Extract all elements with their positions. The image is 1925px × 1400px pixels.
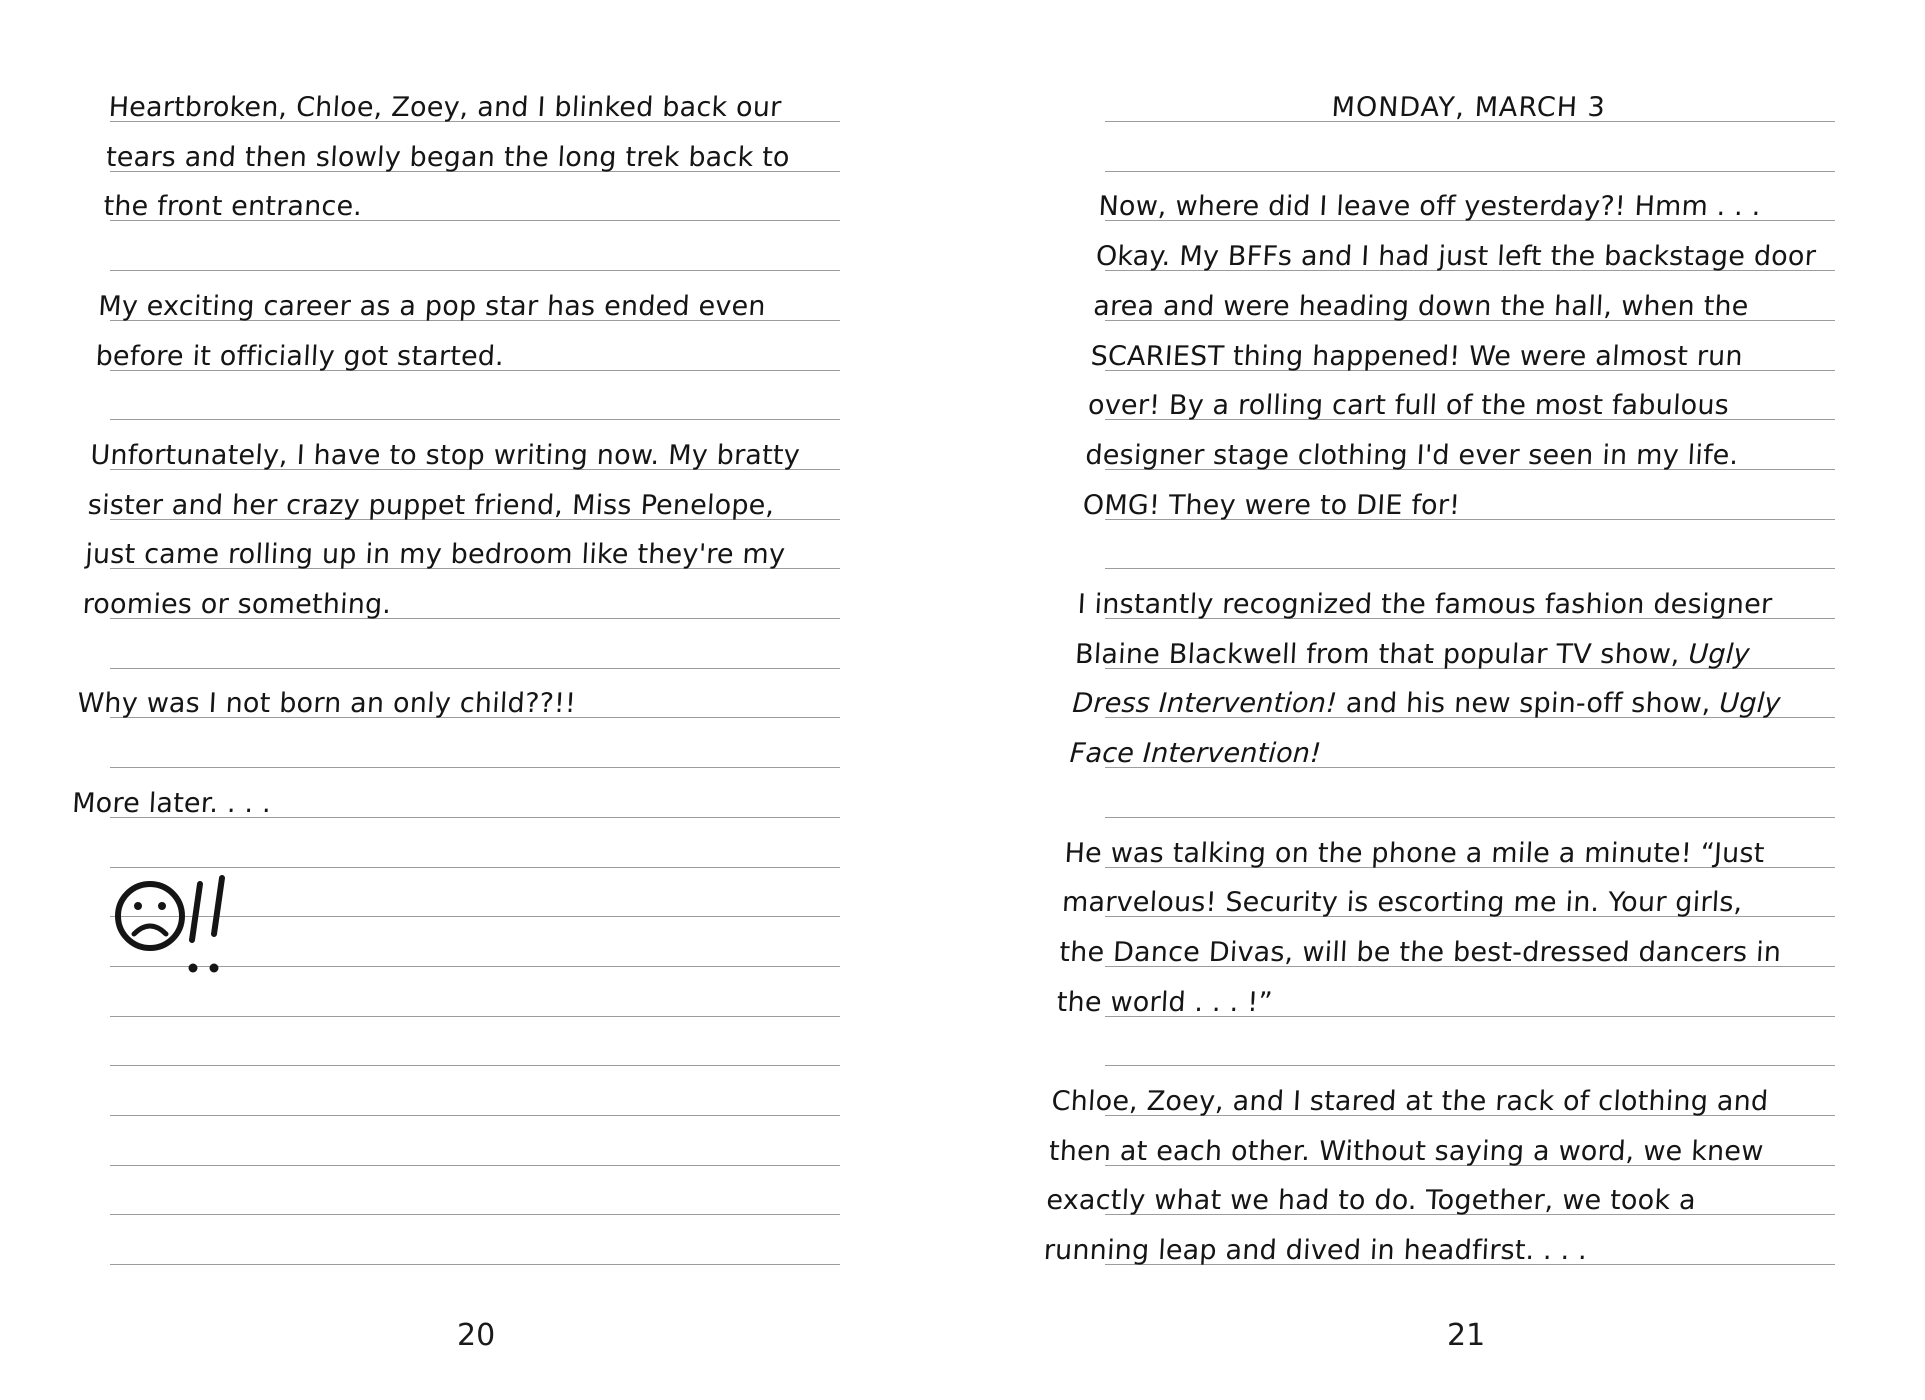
ruled-line [110,1165,840,1166]
right-page [1042,0,1835,1400]
paragraph: More later. . . . [71,787,272,819]
ruled-line [110,1115,840,1116]
paragraph: Chloe, Zoey, and I stared at the rack of clothing and then at each other. Without saying a word, we knew exactly what we had to do. Together, we took a running leap and dived in headfirst. . . . [1042,1086,1770,1267]
right-page-text [1042,83,1835,1276]
paragraph-text: and his new spin-off show, [1336,688,1721,720]
ruled-line [110,1065,840,1066]
left-page [71,0,840,1400]
ruled-line [110,1264,840,1265]
show-title: Ugly Face Intervention! [1069,688,1782,770]
left-page-text [71,83,840,828]
paragraph-text: I instantly recognized the famous fashion designer Blaine Blackwell from that popular TV show, [1074,589,1774,670]
paragraph: Now, where did I leave off yesterday?! Hmm . . . Okay. My BFFs and I had just left the backstage door area and were heading down the hall, when the SCARIEST thing happened! We were almost run over! By a rolling cart full of the most fabulous designer stage clothing I'd ever seen in my life. OMG! They were to DIE for! [1082,191,1817,521]
page-number: 21 [1447,1318,1486,1353]
page-number: 20 [457,1318,496,1353]
paragraph: Heartbroken, Chloe, Zoey, and I blinked back our tears and then slowly began the long trek back to the front entrance. [102,92,791,223]
entry-date-title: MONDAY, MARCH 3 [1330,92,1607,123]
ruled-line [110,1214,840,1215]
paragraph: Why was I not born an only child??!! [76,688,577,720]
paragraph: He was talking on the phone a mile a minute! “Just marvelous! Security is escorting me in. Your girls, the Dance Divas, will be the best-dressed dancers in the world . . . !” [1056,837,1782,1018]
paragraph: My exciting career as a pop star has ended even before it officially got started. [94,290,767,372]
show-title: Ugly Dress Intervention! [1071,638,1751,720]
paragraph: Unfortunately, I have to stop writing now. My bratty sister and her crazy puppet friend, Miss Penelope, just came rolling up in my bedroom like they're my roomies or something. [81,439,801,620]
paragraph [1069,580,1809,779]
ruled-line [110,1016,840,1017]
sad-face-icon [110,868,240,978]
